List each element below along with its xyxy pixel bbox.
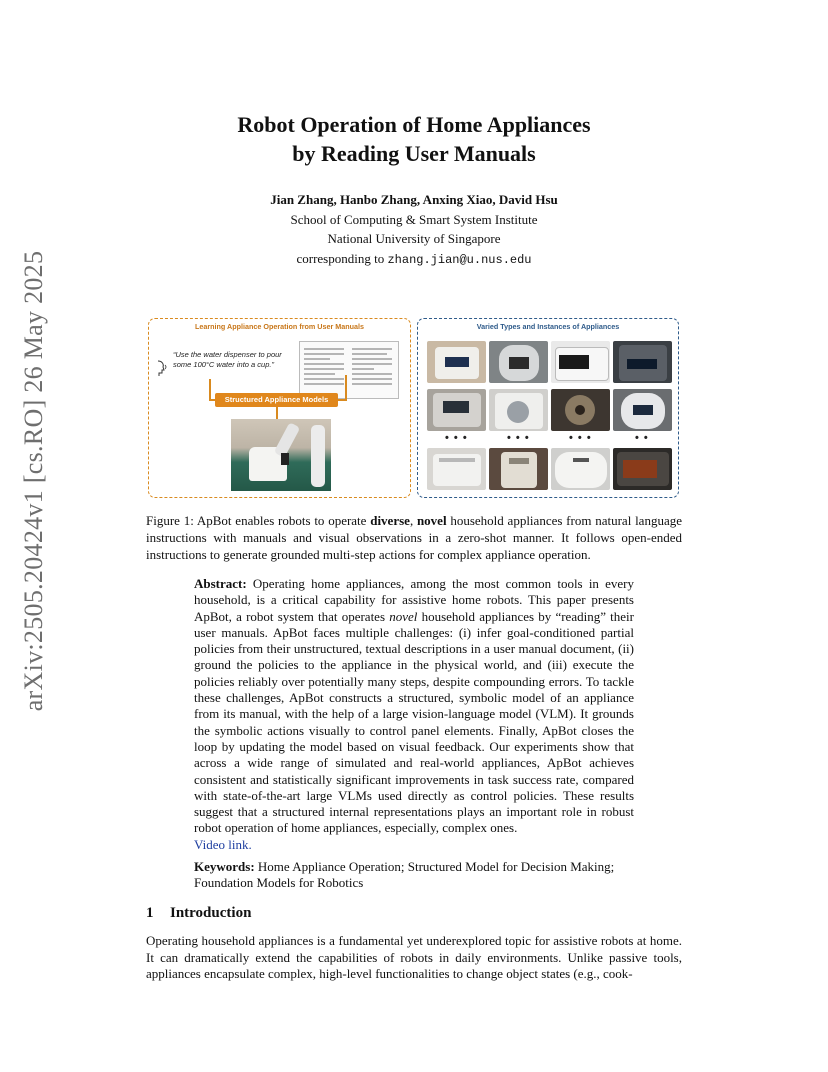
- appliance-photo-microwave: [551, 341, 610, 383]
- appliance-photo-rice-cooker-2: [489, 341, 548, 383]
- abstract: [194, 576, 634, 853]
- abstract-label: Abstract:: [194, 576, 247, 591]
- section-heading: [146, 905, 251, 922]
- robot-kettle-photo: [231, 419, 331, 491]
- paper-title: [0, 110, 828, 168]
- appliance-photo-washing-machine: [489, 389, 548, 431]
- affiliation-line-2: National University of Singapore: [327, 231, 501, 246]
- structured-appliance-models-box: Structured Appliance Models: [215, 393, 338, 407]
- right-panel-title: Varied Types and Instances of Appliances: [476, 322, 620, 331]
- corresponding-line: [0, 249, 828, 271]
- more-appliances-dots-4: • •: [635, 432, 649, 444]
- author-block: [0, 190, 828, 270]
- keywords-text: Home Appliance Operation; Structured Model for Decision Making; Foundation Models for Robotics: [194, 859, 615, 891]
- caption-bold-novel: novel: [416, 513, 447, 528]
- title-line-2: by Reading User Manuals: [292, 141, 536, 166]
- keywords: [194, 859, 634, 892]
- arrow-to-robot: [276, 407, 278, 419]
- figure-right-panel: [417, 318, 679, 498]
- figure-caption: [146, 512, 682, 563]
- arxiv-side-identifier: [19, 250, 48, 712]
- abstract-part-1: Operating home appliances, among the most common tools in every household, is a critical capability for assistive home robots. This paper presents ApBot, a robot system that operates: [194, 576, 634, 624]
- arxiv-id-text: arXiv:2505.20424v1 [cs.RO] 26 May 2025: [19, 250, 48, 712]
- appliance-photo-oven-dial: [551, 389, 610, 431]
- more-appliances-dots-2: • • •: [507, 432, 530, 444]
- video-link[interactable]: Video link.: [194, 836, 252, 852]
- abstract-part-2: household appliances by “reading” their user manuals. ApBot faces multiple challenges: (i) infer goal-conditioned partial policies from their unstructured, textual descriptions in a user manual document, (ii) ground the policies to the appliance in the physical world, and (iii) execute the policies reliably over potentially many steps, despite compounding errors. To tackle these challenges, ApBot constructs a structured, symbolic model of an appliance from its manual, with the help of a large vision-language model (VLM). It grounds the symbolic actions visually to control panel elements. Finally, ApBot closes the loop by updating the model based on visual feedback. Our experiments show that across a wide range of simulated and real-world appliances, ApBot achieves consistent and statistically significant improvements in task success rate, compared with state-of-the-art large VLMs used directly as control policies. These results suggest that a structured internal representations plays an important role in robust robot operation of home appliances, especially, complex ones.: [194, 608, 634, 836]
- appliance-photo-bread-maker: [551, 448, 610, 490]
- section-number: 1: [146, 905, 154, 921]
- robot-arm-base: [311, 425, 325, 487]
- title-line-1: Robot Operation of Home Appliances: [237, 112, 591, 137]
- appliance-photo-toaster-oven: [613, 448, 672, 490]
- arrow-from-manual: [345, 375, 347, 399]
- appliance-photo-air-fryer: [427, 389, 486, 431]
- appliance-photo-rice-cooker-1: [427, 341, 486, 383]
- appliance-photo-humidifier: [427, 448, 486, 490]
- left-panel-title: Learning Appliance Operation from User Manuals: [194, 322, 365, 331]
- appliance-photo-pressure-cooker: [613, 341, 672, 383]
- caption-suffix: household appliances from natural language instructions with manuals and visual observations in a zero-shot manner. It follows open-ended instructions to generate grounded multi-step actions for complex appliance operation.: [146, 513, 682, 562]
- more-appliances-dots-3: • • •: [569, 432, 592, 444]
- keywords-label: Keywords:: [194, 859, 255, 874]
- user-manual-thumbnail: [299, 341, 399, 399]
- affiliation-line-1: School of Computing & Smart System Institute: [290, 211, 538, 227]
- more-appliances-dots-1: • • •: [445, 432, 468, 444]
- robot-gripper: [281, 453, 289, 465]
- author-names: Jian Zhang, Hanbo Zhang, Anxing Xiao, David Hsu: [270, 192, 558, 207]
- instruction-quote: “Use the water dispenser to pour some 100°C water into a cup.”: [173, 350, 282, 369]
- introduction-paragraph: Operating household appliances is a fundamental yet underexplored topic for assistive robots at home. It can dramatically extend the capabilities of robots in daily environments. Unlike passive tools, appliances encapsulate complex, high-level functionalities to change object states (e.g., cook-: [146, 933, 682, 981]
- arrow-to-box-right: [337, 399, 347, 401]
- corresponding-prefix: corresponding to: [296, 250, 388, 266]
- section-title: Introduction: [170, 905, 252, 921]
- speaking-person-icon: [155, 359, 169, 377]
- caption-prefix: Figure 1: ApBot enables robots to operate: [146, 513, 371, 528]
- arrow-from-quote: [209, 379, 211, 399]
- caption-bold-diverse: diverse: [370, 513, 410, 528]
- appliance-photo-blender: [613, 389, 672, 431]
- email-link[interactable]: zhang.jian@u.nus.edu: [387, 252, 532, 267]
- abstract-italic-novel: novel: [389, 608, 418, 624]
- figure-left-panel: [148, 318, 411, 498]
- caption-separator: ,: [409, 513, 417, 528]
- appliance-photo-control-panel: [489, 448, 548, 490]
